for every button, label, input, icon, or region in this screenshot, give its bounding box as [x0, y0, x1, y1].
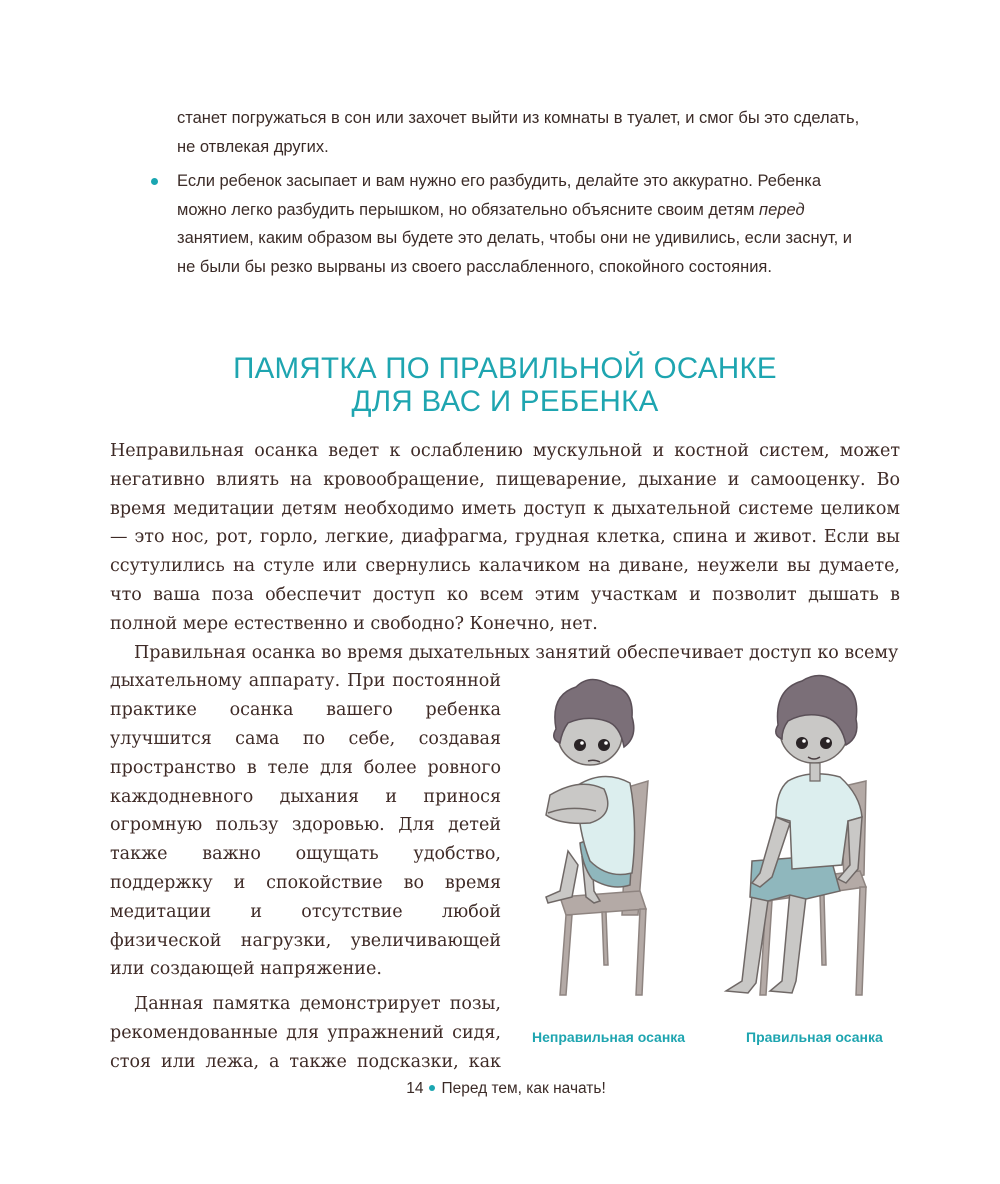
- caption-wrong-posture: Неправильная осанка: [532, 1029, 686, 1045]
- bullet-text-part2: занятием, каким образом вы будете это делать, чтобы они не удивились, если заснут, и не были бы резко вырваны из своего расслабленного, спокойного состояния.: [177, 229, 852, 276]
- text-column: [110, 667, 501, 1076]
- page-number: 14: [406, 1080, 424, 1097]
- paragraph-2-first-line: Правильная осанка во время дыхательных занятий обеспечивает доступ ко всему: [134, 642, 899, 663]
- heading-line-2: ДЛЯ ВАС И РЕБЕНКА: [351, 385, 659, 418]
- bullet-dot-icon: [151, 178, 158, 185]
- section-heading: [0, 352, 1000, 418]
- bullet-continuation: станет погружаться в сон или захочет выйти из комнаты в туалет, и смог бы это сделать, не отвлекая других.: [177, 109, 860, 156]
- posture-illustration: [520, 665, 900, 1055]
- posture-drawing: [520, 665, 900, 1025]
- paragraph-2-rest: дыхательному аппарату. При постоянной практике осанка вашего ребенка улучшится сама по себе, создавая пространство в теле для более ровного каждодневного дыхания и принося огромную пользу здоровью. Для детей также важно ощущать удобство, поддержку и спокойствие во время медитации и отсутствие любой физической нагрузки, увеличивающей или создающей напряжение.: [110, 671, 501, 980]
- bullet-item: [177, 167, 867, 281]
- page-footer: [0, 1080, 1000, 1098]
- chapter-title: Перед тем, как начать!: [441, 1080, 606, 1097]
- caption-right-posture: Правильная осанка: [746, 1029, 883, 1045]
- bullet-text-italic: перед: [759, 200, 805, 219]
- heading-line-1: ПАМЯТКА ПО ПРАВИЛЬНОЙ ОСАНКЕ: [233, 352, 777, 385]
- paragraph-1: Неправильная осанка ведет к ослаблению мускульной и костной систем, может негативно влиять на кровообращение, пищеварение, дыхание и самооценку. Во время медитации детям необходимо иметь доступ к дыхательной системе целиком — это нос, рот, горло, легкие, диафрагма, грудная клетка, спина и живот. Если вы ссутулились на стуле или свернулись калачиком на диване, неужели вы думаете, что ваша поза обеспечит доступ ко всем этим участкам и позволит дышать в полной мере естественно и свободно? Конечно, нет.: [110, 441, 900, 634]
- footer-dot-icon: [429, 1085, 435, 1091]
- paragraph-3: Данная памятка демонстрирует позы, рекомендованные для упражнений сидя, стоя или лежа, а также подсказки, как: [110, 994, 501, 1072]
- bullet-list: [177, 104, 867, 282]
- bullet-text-part1: Если ребенок засыпает и вам нужно его разбудить, делайте это аккуратно. Ребенка можно легко разбудить перышком, но обязательно объясните своим детям: [177, 172, 822, 219]
- wrong-posture-figure: [546, 679, 648, 995]
- right-posture-figure: [726, 675, 866, 995]
